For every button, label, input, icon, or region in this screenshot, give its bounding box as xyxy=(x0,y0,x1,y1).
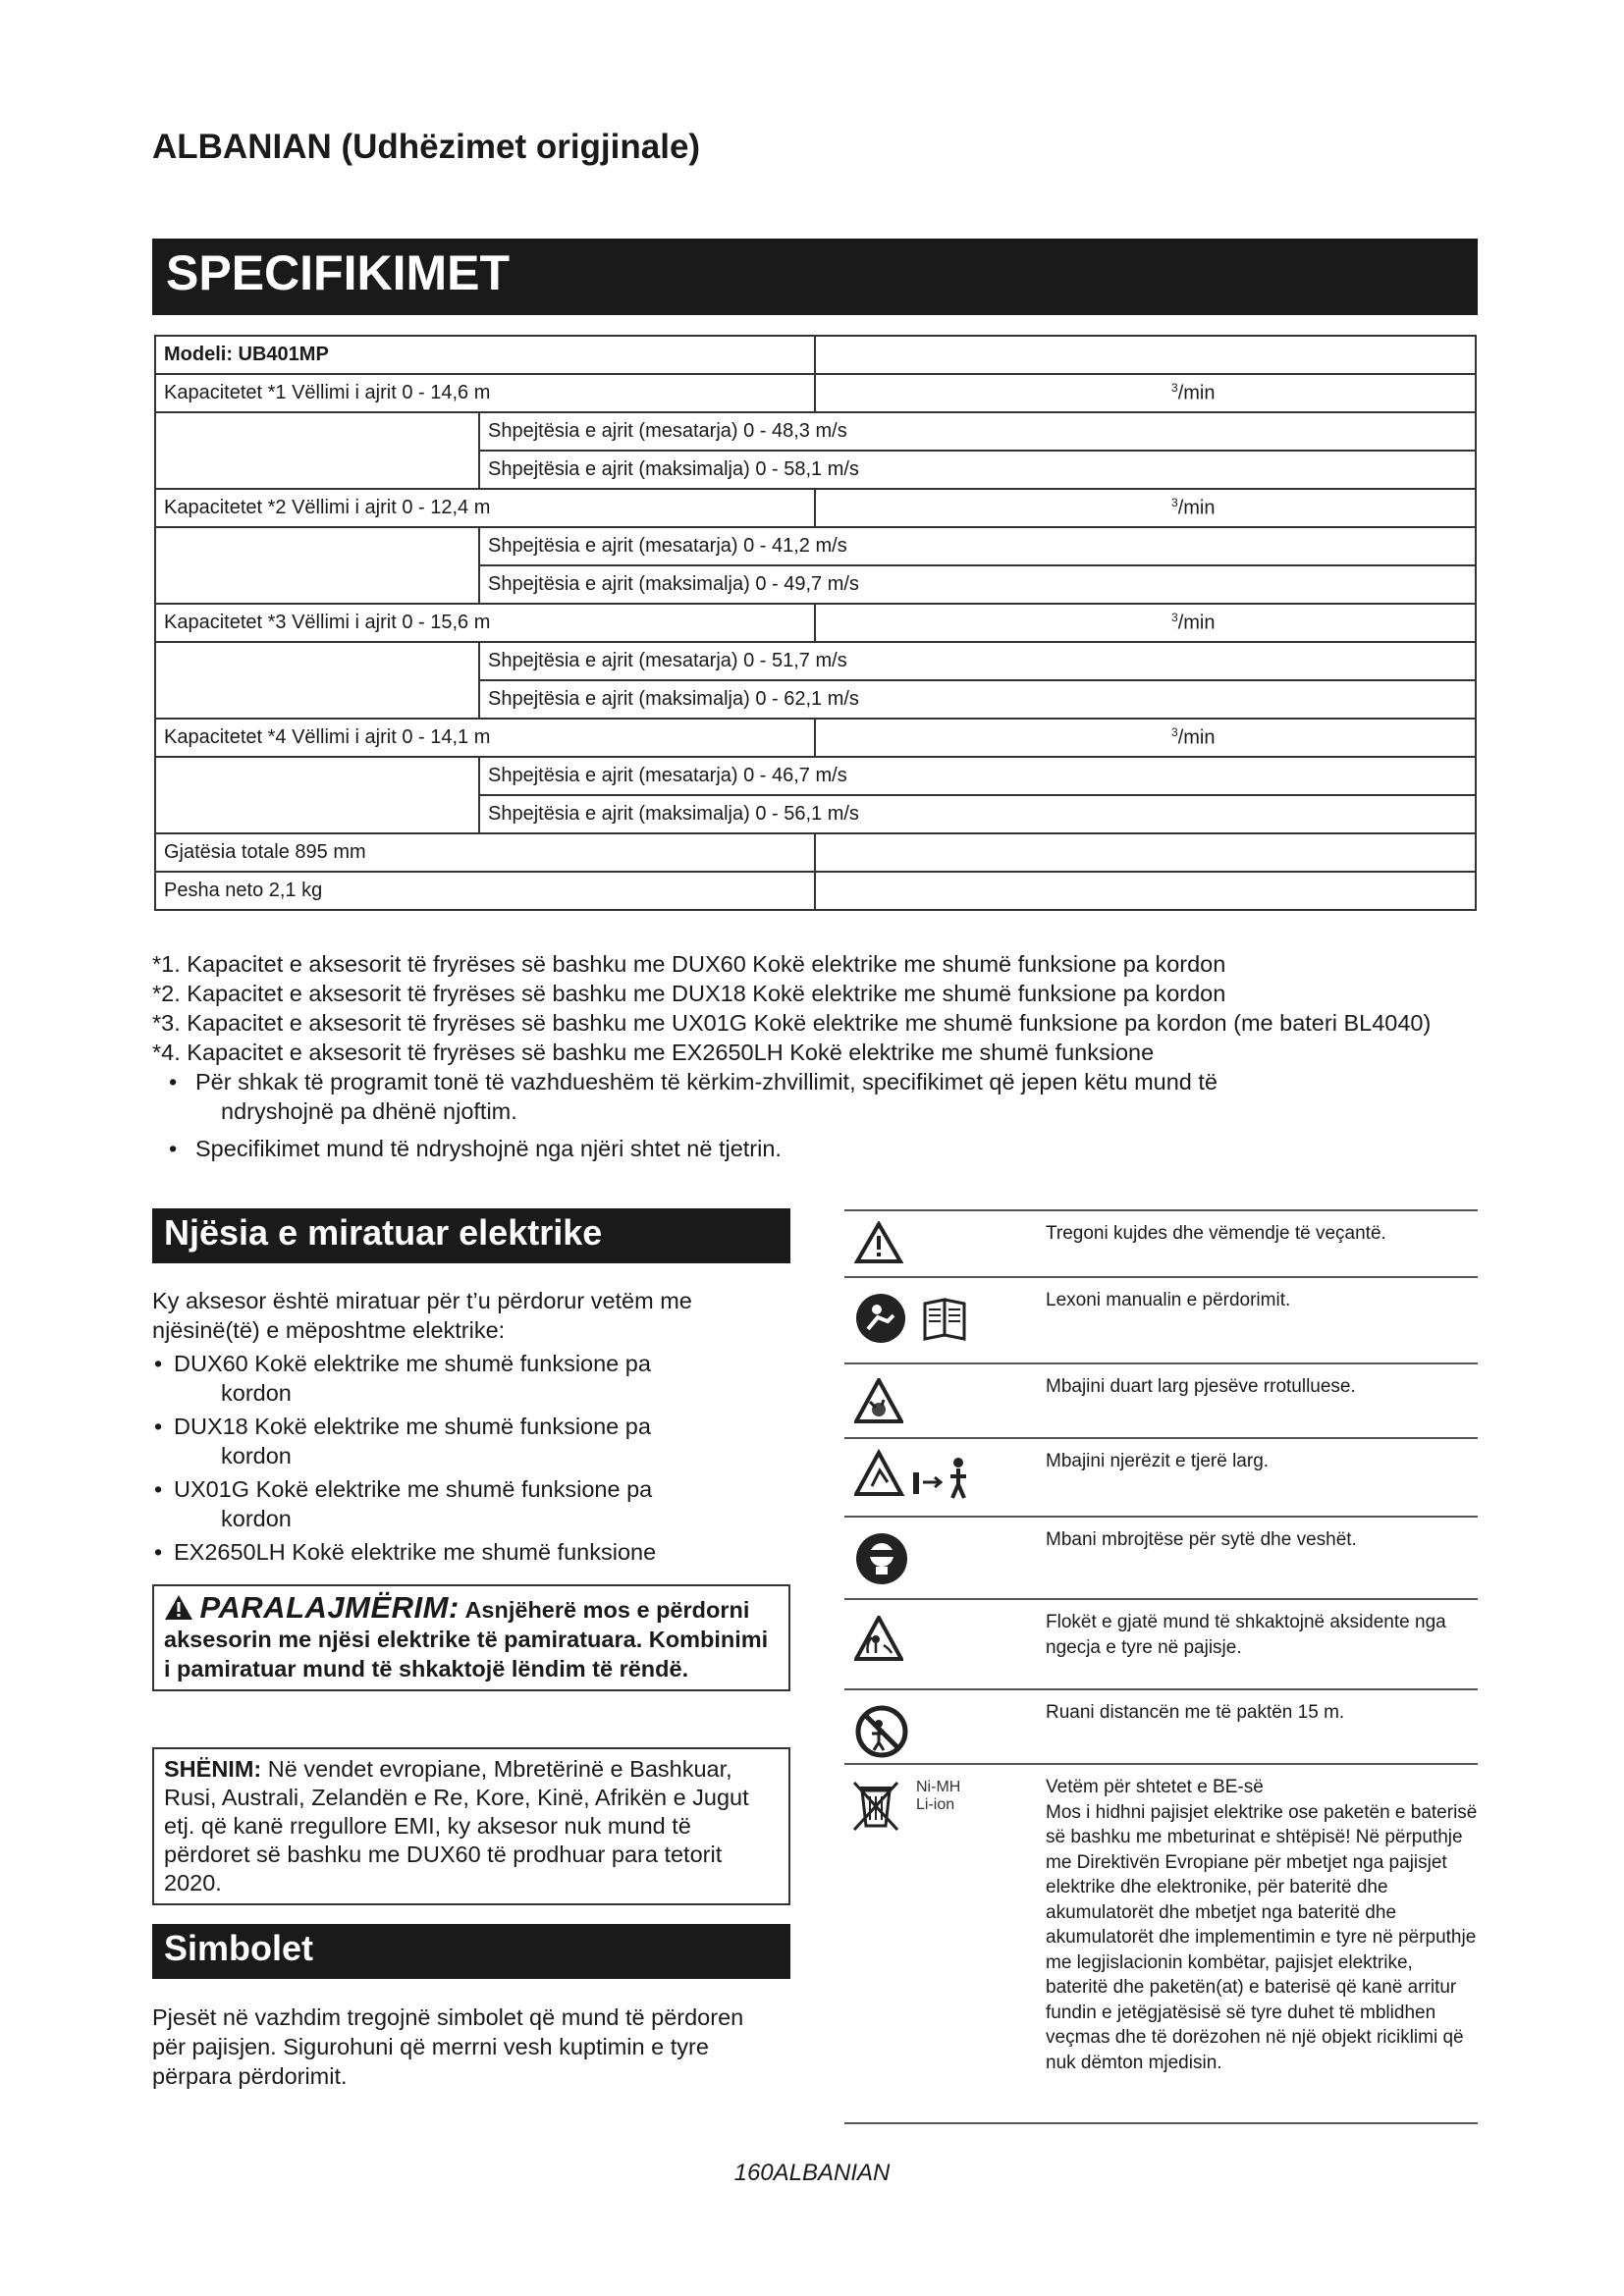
symbol-row xyxy=(844,1516,1478,1598)
net-weight: Pesha neto 2,1 kg xyxy=(164,880,323,901)
unit-label: /min xyxy=(1177,497,1216,519)
list-item-text: EX2650LH Kokë elektrike me shumë funksione xyxy=(174,1539,657,1565)
air-speed-max-4: Shpejtësia e ajrit (maksimalja) 0 - 56,1 m/s xyxy=(488,803,859,825)
symbol-description: Tregoni kujdes dhe vëmendje të veçantë. xyxy=(1046,1223,1386,1244)
weee-title: Vetëm për shtetet e BE-së xyxy=(1046,1777,1264,1797)
table-row xyxy=(155,489,1476,527)
battery-type-nimh: Ni-MH xyxy=(916,1779,961,1795)
list-item xyxy=(152,1349,790,1408)
approved-unit-heading: Njësia e miratuar elektrike xyxy=(152,1208,790,1263)
warning-text: e përdorni aksesorin me njësi elektrike të pamiratuara. Kombinimi i pamiratuar mund të shkaktojë lëndim të rëndë. xyxy=(164,1597,769,1682)
table-row xyxy=(155,872,1476,910)
air-speed-avg-3: Shpejtësia e ajrit (mesatarja) 0 - 51,7 m/s xyxy=(488,650,847,671)
table-row xyxy=(155,565,1476,604)
symbol-row xyxy=(844,1276,1478,1362)
symbol-description: Flokët e gjatë mund të shkaktojnë aksidente nga ngecja e tyre në pajisje. xyxy=(1046,1612,1446,1658)
note-bullet-text: Specifikimet mund të ndryshojnë nga njëri shtet në tjetrin. xyxy=(195,1136,782,1161)
table-row xyxy=(155,336,1476,374)
symbols-table-bottom-rule xyxy=(844,2122,1478,2124)
unit-label: /min xyxy=(1177,612,1216,634)
read-manual-icon xyxy=(854,1292,972,1350)
footnotes xyxy=(152,949,1488,1163)
air-speed-max-3: Shpejtësia e ajrit (maksimalja) 0 - 62,1 m/s xyxy=(488,688,859,710)
table-row xyxy=(155,412,1476,451)
table-row xyxy=(155,374,1476,412)
weee-text: Mos i hidhni pajisjet elektrike ose paketën e baterisë së bashku me mbeturinat e shtëpisë! Në përputhje me Direktivën Evropiane për mbetjet nga pajisjet elektrike dhe elektronike, për bateritë dhe akumulatorët dhe mbetjet nga bateritë dhe akumulatorët dhe implementimin e tyre në përputhje me legjislacionin kombëtar, pajisjet elektrike, bateritë dhe paketën(at) e baterisë që kanë arritur fundin e jetëgjatësisë së tyre duhet të mblidhen veçmas dhe të dorëzohen në një objekt riciklimi që nuk dëmton mjedisin. xyxy=(1046,1801,1478,2073)
table-row xyxy=(155,757,1476,795)
note-bullet xyxy=(152,1134,1488,1163)
symbol-description: Mbani mbrojtëse për sytë dhe veshët. xyxy=(1046,1529,1357,1550)
unit-superscript: 3 xyxy=(1171,496,1178,510)
note-label: SHËNIM: xyxy=(164,1756,262,1782)
list-item-cont: kordon xyxy=(221,1506,292,1531)
note-bullet xyxy=(152,1067,1488,1126)
symbol-description xyxy=(1046,1775,1478,2075)
air-volume-3: Kapacitetet *3 Vëllimi i ajrit 0 - 15,6 m xyxy=(164,612,491,633)
air-volume-2: Kapacitetet *2 Vëllimi i ajrit 0 - 12,4 m xyxy=(164,497,491,518)
unit-label: /min xyxy=(1177,726,1216,749)
symbol-row xyxy=(844,1598,1478,1688)
list-item-text: DUX18 Kokë elektrike me shumë funksione pa xyxy=(174,1414,651,1439)
unit-superscript: 3 xyxy=(1171,725,1178,740)
table-row xyxy=(155,451,1476,489)
page-number: 160ALBANIAN xyxy=(733,2160,891,2186)
table-row xyxy=(155,833,1476,872)
approved-intro: Ky aksesor është miratuar për t’u përdorur vetëm me njësinë(të) e mëposhtme elektrike: xyxy=(152,1288,692,1343)
air-speed-avg-1: Shpejtësia e ajrit (mesatarja) 0 - 48,3 m/s xyxy=(488,420,847,442)
unit-superscript: 3 xyxy=(1171,381,1178,396)
keep-distance-icon xyxy=(854,1704,909,1764)
footnote-1: *1. Kapacitet e aksesorit të fryrëses së bashku me DUX60 Kokë elektrike me shumë funksione pa kordon xyxy=(152,951,1226,977)
list-item-text: UX01G Kokë elektrike me shumë funksione pa xyxy=(174,1476,653,1502)
symbol-description: Ruani distancën me të paktën 15 m. xyxy=(1046,1702,1345,1723)
symbols-table xyxy=(844,1209,1478,2122)
list-item xyxy=(152,1412,790,1470)
battery-type-labels xyxy=(916,1779,960,1814)
symbols-intro: Pjesët në vazhdim tregojnë simbolet që mund të përdoren për pajisjen. Sigurohuni që merrni vesh kuptimin e tyre përpara përdorimit. xyxy=(152,2004,744,2089)
total-length: Gjatësia totale 895 mm xyxy=(164,841,366,863)
table-row xyxy=(155,527,1476,565)
eye-ear-protection-icon xyxy=(854,1531,909,1591)
unit-label: /min xyxy=(1177,382,1216,404)
symbol-description: Mbajini duart larg pjesëve rrotulluese. xyxy=(1046,1376,1356,1397)
model-label: Modeli: UB401MP xyxy=(164,344,329,365)
note-bullet-line2: ndryshojnë pa dhënë njoftim. xyxy=(221,1098,517,1124)
crossed-bin-icon xyxy=(850,1779,901,1839)
symbol-row xyxy=(844,1362,1478,1437)
unit-superscript: 3 xyxy=(1171,611,1178,625)
air-volume-1: Kapacitetet *1 Vëllimi i ajrit 0 - 14,6 m xyxy=(164,382,491,403)
air-speed-max-2: Shpejtësia e ajrit (maksimalja) 0 - 49,7 m/s xyxy=(488,573,859,595)
long-hair-hazard-icon xyxy=(854,1616,903,1666)
list-item xyxy=(152,1537,790,1567)
air-speed-avg-2: Shpejtësia e ajrit (mesatarja) 0 - 41,2 m/s xyxy=(488,535,847,557)
table-row xyxy=(155,680,1476,719)
keep-bystanders-away-icon xyxy=(854,1449,982,1509)
symbol-row xyxy=(844,1437,1478,1516)
air-volume-4: Kapacitetet *4 Vëllimi i ajrit 0 - 14,1 m xyxy=(164,726,491,748)
symbol-row xyxy=(844,1763,1478,2122)
list-item-cont: kordon xyxy=(221,1443,292,1468)
rotating-parts-icon xyxy=(854,1378,903,1428)
note-box xyxy=(152,1747,790,1905)
air-speed-avg-4: Shpejtësia e ajrit (mesatarja) 0 - 46,7 m/s xyxy=(488,765,847,786)
list-item-cont: kordon xyxy=(221,1380,292,1406)
warning-text-start: Asnjëherë mos xyxy=(464,1597,630,1623)
specifications-table xyxy=(154,335,1477,911)
symbol-row xyxy=(844,1209,1478,1276)
table-row xyxy=(155,795,1476,833)
table-row xyxy=(155,604,1476,642)
list-item-text: DUX60 Kokë elektrike me shumë funksione pa xyxy=(174,1351,651,1376)
specifications-heading: SPECIFIKIMET xyxy=(152,239,1478,315)
footnote-3: *3. Kapacitet e aksesorit të fryrëses së bashku me UX01G Kokë elektrike me shumë funksione pa kordon (me bateri BL4040) xyxy=(152,1010,1432,1036)
symbol-row xyxy=(844,1688,1478,1763)
note-bullet-line1: Për shkak të programit tonë të vazhdueshëm të kërkim-zhvillimit, specifikimet që jepen këtu mund të xyxy=(195,1069,1218,1095)
symbol-description: Lexoni manualin e përdorimit. xyxy=(1046,1290,1291,1310)
footnote-4: *4. Kapacitet e aksesorit të fryrëses së bashku me EX2650LH Kokë elektrike me shumë funksione xyxy=(152,1040,1155,1065)
battery-type-liion: Li-ion xyxy=(916,1796,955,1813)
symbol-description: Mbajini njerëzit e tjerë larg. xyxy=(1046,1451,1270,1471)
warning-title: PARALAJMËRIM: xyxy=(199,1590,460,1625)
warning-icon xyxy=(164,1597,200,1623)
air-speed-max-1: Shpejtësia e ajrit (maksimalja) 0 - 58,1 m/s xyxy=(488,458,859,480)
footnote-2: *2. Kapacitet e aksesorit të fryrëses së bashku me DUX18 Kokë elektrike me shumë funksione pa kordon xyxy=(152,981,1226,1006)
symbols-heading: Simbolet xyxy=(152,1924,790,1979)
table-row xyxy=(155,642,1476,680)
document-language-title: ALBANIAN (Udhëzimet origjinale) xyxy=(152,128,701,166)
approved-unit-section xyxy=(152,1286,790,1567)
table-row xyxy=(155,719,1476,757)
warning-box xyxy=(152,1584,790,1691)
list-item xyxy=(152,1474,790,1533)
note-text: Në vendet evropiane, Mbretërinë e Bashkuar, Rusi, Australi, Zelandën e Re, Kore, Kinë, Afrikën e Jugut etj. që kanë rregullore EMI, ky aksesor nuk mund të përdoret së bashku me DUX60 të prodhuar para tetorit 2020. xyxy=(164,1756,749,1896)
warning-triangle-icon xyxy=(854,1221,903,1269)
